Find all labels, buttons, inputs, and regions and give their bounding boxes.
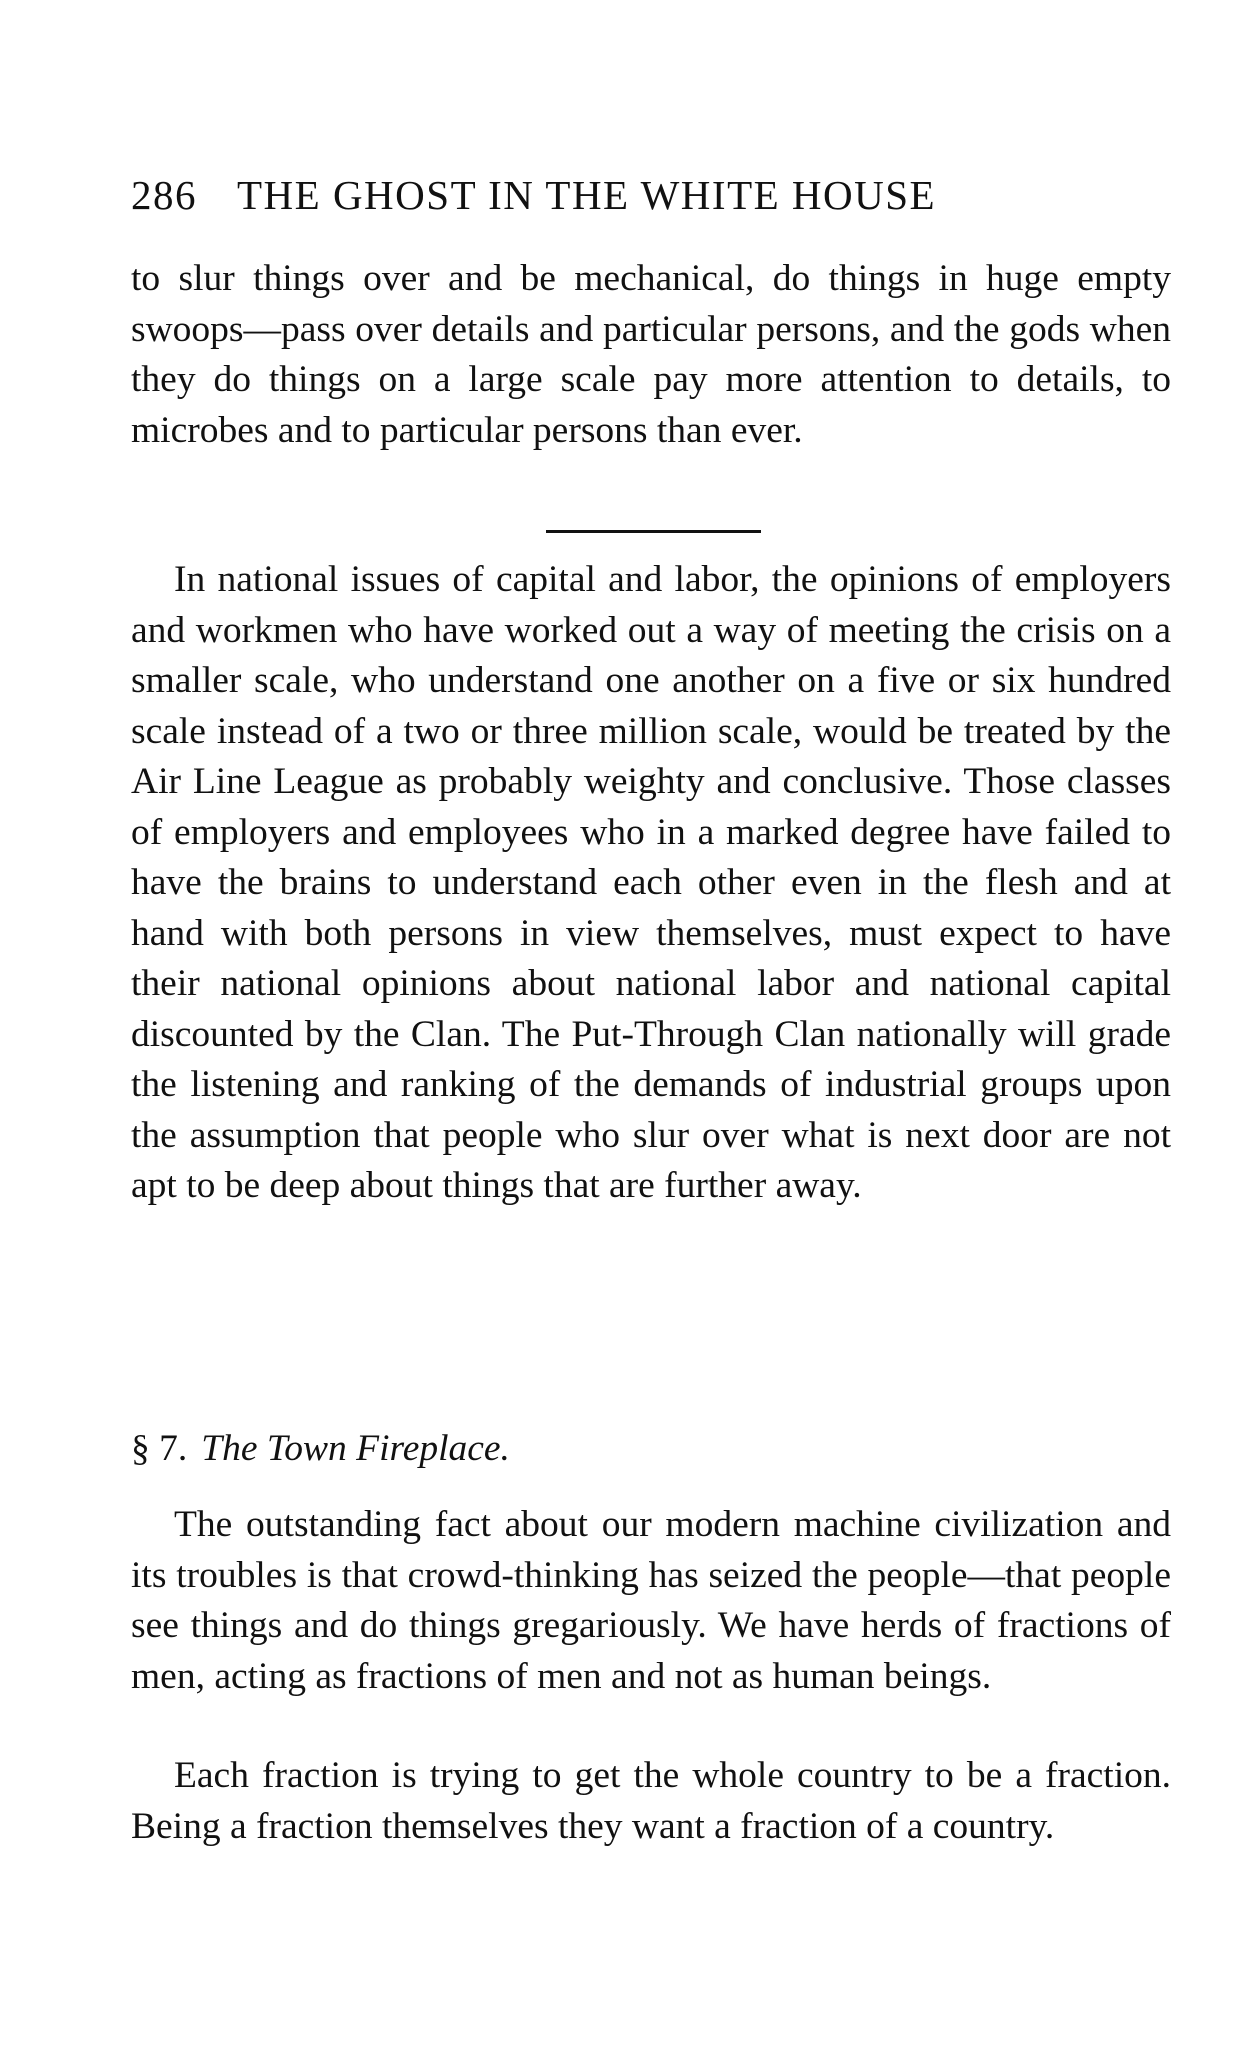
- page-number: 286: [131, 172, 197, 218]
- section-divider-rule: [546, 530, 761, 533]
- paragraph-capital-labor: [131, 555, 1171, 1212]
- section-number: § 7.: [131, 1428, 188, 1469]
- section-heading: [131, 1424, 510, 1474]
- paragraph-text: In national issues of capital and labor, the opinions of employers and workmen who have worked out a way of meeting the crisis on a smaller scale, who understand one another on a five or six hundred scale instead of a two or three million scale, would be treated by the Air Line League as probably weighty and conclusive. Those classes of employers and employees who in a marked degree have failed to have the brains to understand each other even in the flesh and at hand with both persons in view themselves, must expect to have their national opinions about national labor and national capital discounted by the Clan. The Put-Through Clan nationally will grade the listening and ranking of the demands of industrial groups upon the assumption that people who slur over what is next door are not apt to be deep about things that are further away.: [131, 559, 1171, 1206]
- running-title: THE GHOST IN THE WHITE HOUSE: [237, 172, 937, 218]
- section-title: The Town Fireplace.: [201, 1428, 510, 1469]
- paragraph-continued: [131, 254, 1171, 456]
- paragraph-crowd-thinking: [131, 1500, 1171, 1702]
- running-header: [131, 170, 1091, 220]
- paragraph-text: The outstanding fact about our modern machine civilization and its troubles is that crowd-thinking has seized the people—that people see things and do things gregariously. We have herds of fractions of men, acting as fractions of men and not as human beings.: [131, 1504, 1171, 1697]
- paragraph-fractions: [131, 1751, 1171, 1852]
- paragraph-text: to slur things over and be mechanical, do things in huge empty swoops—pass over details and particular persons, and the gods when they do things on a large scale pay more attention to details, to microbes and to particular persons than ever.: [131, 258, 1171, 451]
- paragraph-text: Each fraction is trying to get the whole country to be a fraction. Being a fraction themselves they want a fraction of a country.: [131, 1755, 1171, 1847]
